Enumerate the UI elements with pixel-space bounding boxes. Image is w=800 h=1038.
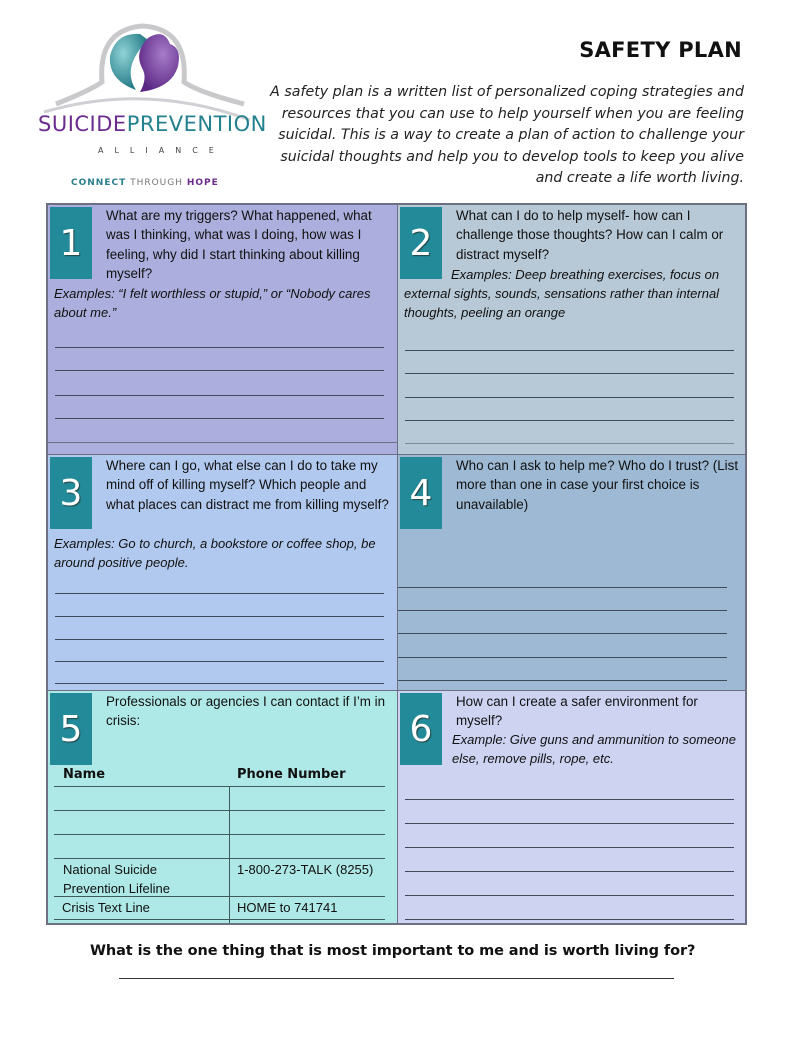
section-number-badge: 3: [50, 457, 92, 529]
logo-wordmark: [38, 112, 267, 136]
write-in-line[interactable]: [405, 919, 734, 920]
table-row-textline-phone: HOME to 741741: [237, 900, 338, 915]
tagline-hope: HOPE: [186, 178, 219, 188]
section-number-badge: 2: [400, 207, 442, 279]
section-question: Who can I ask to help me? Who do I trust? (List more than one in case your first choice is unavailable): [456, 458, 739, 512]
most-important-question: What is the one thing that is most important to me and is worth living for?: [90, 943, 696, 959]
table-row-lifeline-name: National Suicide Prevention Lifeline: [63, 862, 170, 896]
column-header-phone: Phone Number: [237, 767, 346, 782]
section-question: What can I do to help myself- how can I challenge those thoughts? How can I calm or distract myself?: [456, 208, 724, 262]
table-rule: [54, 858, 385, 859]
table-row-2-name[interactable]: [57, 813, 225, 832]
write-in-line[interactable]: [405, 799, 734, 800]
table-rule: [54, 834, 385, 835]
section-3-distractions: [47, 454, 398, 691]
write-in-line[interactable]: [398, 680, 727, 681]
table-row-3-name[interactable]: [57, 837, 225, 856]
section-question: What are my triggers? What happened, what was I thinking, what was I doing, how was I feeling, why did I start thinking about killing myself?: [106, 208, 372, 281]
write-in-line[interactable]: [55, 683, 384, 684]
table-column-divider: [229, 786, 230, 924]
section-2-coping: [397, 204, 746, 455]
write-in-line[interactable]: [405, 443, 734, 444]
table-rule: [54, 810, 385, 811]
write-in-line[interactable]: [405, 350, 734, 351]
section-number-badge: 4: [400, 457, 442, 529]
write-in-line[interactable]: [405, 823, 734, 824]
most-important-answer-line[interactable]: [119, 978, 674, 979]
write-in-line[interactable]: [55, 347, 384, 348]
write-in-line[interactable]: [398, 633, 727, 634]
suicide-prevention-alliance-logo: [36, 22, 267, 188]
logo-word-suicide: SUICIDE: [38, 112, 127, 136]
write-in-line[interactable]: [55, 616, 384, 617]
section-number-badge: 5: [50, 693, 92, 765]
write-in-line[interactable]: [398, 610, 727, 611]
table-row-3-phone[interactable]: [235, 837, 385, 856]
section-example: Examples: “I felt worthless or stupid,” or “Nobody cares about me.”: [54, 286, 371, 320]
section-question: Professionals or agencies I can contact if I’m in crisis:: [106, 694, 386, 729]
table-rule: [54, 919, 385, 920]
section-5-professionals: [47, 690, 398, 924]
write-in-line[interactable]: [55, 639, 384, 640]
table-row-2-phone[interactable]: [235, 813, 385, 832]
section-1-triggers: [47, 204, 398, 455]
column-header-name: Name: [63, 767, 106, 782]
write-in-line[interactable]: [398, 657, 727, 658]
intro-paragraph: A safety plan is a written list of personalized coping strategies and resources that you can use to help yourself when you are feeling suicidal. This is a way to create a plan of action to challenge your suicidal thoughts and help you to develop tools to keep you alive and create a life worth living.: [270, 84, 744, 186]
table-row-1-phone[interactable]: [235, 789, 385, 808]
write-in-line[interactable]: [55, 418, 384, 419]
write-in-line[interactable]: [405, 397, 734, 398]
logo-alliance: ALLIANCE: [98, 146, 225, 155]
write-in-line[interactable]: [55, 661, 384, 662]
table-row-lifeline-phone: 1-800-273-TALK (8255): [237, 862, 374, 877]
write-in-line[interactable]: [398, 587, 727, 588]
page-title: SAFETY PLAN: [579, 38, 742, 62]
section-4-trusted-people: [397, 454, 746, 691]
section-example: Example: Give guns and ammunition to someone else, remove pills, rope, etc.: [452, 732, 736, 766]
write-in-line[interactable]: [405, 871, 734, 872]
write-in-line[interactable]: [55, 593, 384, 594]
write-in-line[interactable]: [48, 442, 398, 443]
logo-tagline: [71, 178, 219, 188]
section-example: Examples: Deep breathing exercises, focus on external sights, sounds, sensations rather than internal thoughts, peeling an orange: [404, 267, 720, 320]
table-row-textline-name: Crisis Text Line: [62, 900, 150, 915]
section-number-badge: 6: [400, 693, 442, 765]
write-in-line[interactable]: [405, 895, 734, 896]
section-example: Examples: Go to church, a bookstore or coffee shop, be around positive people.: [54, 536, 376, 570]
section-question: How can I create a safer environment for myself?: [456, 694, 698, 729]
safety-plan-grid: [46, 203, 747, 925]
write-in-line[interactable]: [405, 847, 734, 848]
logo-word-prevention: PREVENTION: [126, 112, 267, 136]
write-in-line[interactable]: [55, 395, 384, 396]
table-rule: [54, 786, 385, 787]
table-row-1-name[interactable]: [57, 789, 225, 808]
tagline-connect: CONNECT: [71, 178, 127, 188]
section-6-safer-environment: [397, 690, 746, 924]
write-in-line[interactable]: [55, 370, 384, 371]
section-question: Where can I go, what else can I do to take my mind off of killing myself? Which people and what places can distract me from killing myself?: [106, 458, 389, 512]
section-number-badge: 1: [50, 207, 92, 279]
write-in-line[interactable]: [405, 420, 734, 421]
write-in-line[interactable]: [405, 373, 734, 374]
tagline-through: THROUGH: [126, 178, 187, 188]
